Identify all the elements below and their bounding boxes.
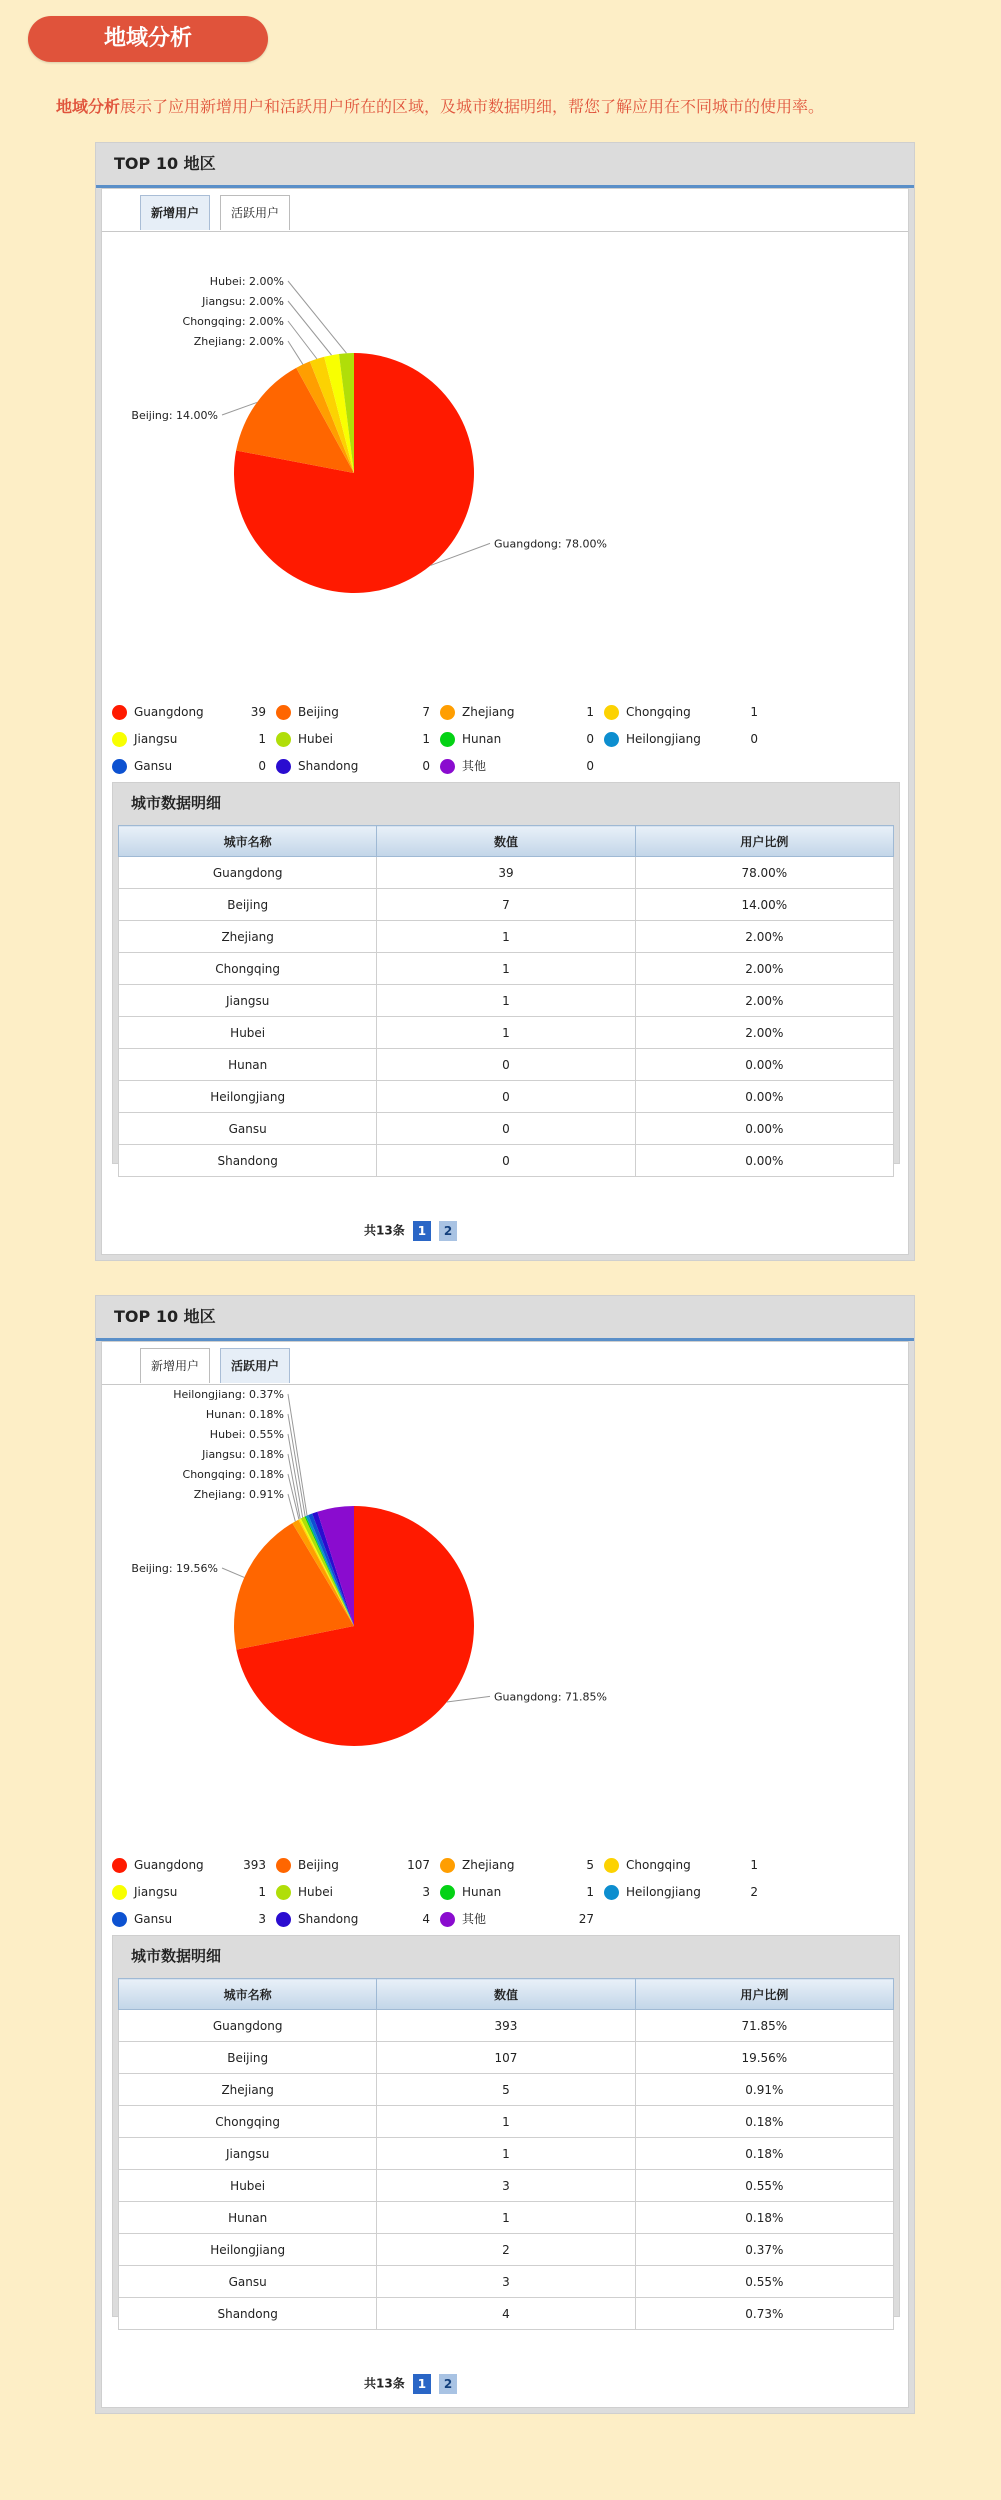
col-header-value: 数值	[377, 1979, 635, 2010]
legend-value: 3	[258, 1912, 266, 1926]
city-data-table	[118, 1978, 894, 2330]
cell-ratio: 0.18%	[635, 2202, 893, 2234]
legend-marker-icon	[440, 1912, 455, 1927]
panel-title: TOP 10 地区	[96, 143, 914, 188]
legend-item[interactable]	[440, 756, 600, 776]
cell-ratio: 0.00%	[635, 1049, 893, 1081]
table-row	[119, 857, 894, 889]
legend-marker-icon	[604, 1858, 619, 1873]
legend-value: 4	[422, 1912, 430, 1926]
cell-value: 5	[377, 2074, 635, 2106]
legend-value: 2	[750, 1885, 758, 1899]
pie-label: Zhejiang: 0.91%	[193, 1488, 284, 1501]
cell-ratio: 0.55%	[635, 2170, 893, 2202]
cell-value: 1	[377, 2202, 635, 2234]
cell-value: 3	[377, 2266, 635, 2298]
legend-item[interactable]	[276, 1882, 436, 1902]
legend-value: 3	[422, 1885, 430, 1899]
legend-item[interactable]	[276, 1909, 436, 1929]
legend-marker-icon	[276, 759, 291, 774]
legend-value: 0	[422, 759, 430, 773]
pie-label-leader	[288, 301, 332, 355]
pie-label-leader	[447, 1696, 490, 1702]
table-row	[119, 2042, 894, 2074]
cell-value: 393	[377, 2010, 635, 2042]
tab-active-users[interactable]: 活跃用户	[220, 195, 290, 230]
pie-label: Hubei: 2.00%	[209, 275, 284, 288]
legend-value: 1	[258, 1885, 266, 1899]
cell-city: Heilongjiang	[119, 1081, 377, 1113]
cell-ratio: 0.91%	[635, 2074, 893, 2106]
pie-label: Hubei: 0.55%	[209, 1428, 284, 1441]
legend-marker-icon	[112, 1912, 127, 1927]
pie-label-leader	[222, 1568, 244, 1577]
pagination-total: 共13条	[364, 1223, 405, 1238]
legend-marker-icon	[112, 759, 127, 774]
legend-marker-icon	[440, 1885, 455, 1900]
pagination	[364, 1219, 457, 1241]
legend-marker-icon	[112, 1885, 127, 1900]
legend-name: Hunan	[462, 732, 502, 746]
table-row	[119, 985, 894, 1017]
cell-city: Jiangsu	[119, 985, 377, 1017]
tab-bar	[102, 1342, 908, 1385]
legend-name: Jiangsu	[134, 732, 178, 746]
legend-item[interactable]	[276, 702, 436, 722]
cell-ratio: 2.00%	[635, 985, 893, 1017]
legend-item[interactable]	[112, 1882, 272, 1902]
legend-name: Hunan	[462, 1885, 502, 1899]
cell-ratio: 0.55%	[635, 2266, 893, 2298]
legend-value: 5	[586, 1858, 594, 1872]
tab-new-users[interactable]: 新增用户	[140, 195, 210, 230]
cell-ratio: 0.00%	[635, 1113, 893, 1145]
legend-name: Shandong	[298, 759, 359, 773]
legend-name: Beijing	[298, 705, 339, 719]
legend-name: Guangdong	[134, 705, 204, 719]
table-row	[119, 1017, 894, 1049]
cell-city: Beijing	[119, 889, 377, 921]
legend-name: Beijing	[298, 1858, 339, 1872]
panel-body	[101, 1341, 909, 2408]
legend-value: 1	[422, 732, 430, 746]
legend-marker-icon	[604, 705, 619, 720]
cell-city: Shandong	[119, 2298, 377, 2330]
city-detail-section	[112, 782, 900, 1168]
legend-marker-icon	[276, 1885, 291, 1900]
intro-text	[56, 94, 956, 117]
cell-city: Gansu	[119, 1113, 377, 1145]
cell-city: Hunan	[119, 2202, 377, 2234]
pie-label-leader	[288, 281, 346, 353]
cell-city: Hubei	[119, 1017, 377, 1049]
pie-label-leader	[288, 1394, 307, 1516]
legend-value: 1	[750, 705, 758, 719]
table-row	[119, 953, 894, 985]
cell-ratio: 71.85%	[635, 2010, 893, 2042]
pie-label: Hunan: 0.18%	[205, 1408, 284, 1421]
table-row	[119, 1145, 894, 1177]
cell-ratio: 0.00%	[635, 1081, 893, 1113]
legend-marker-icon	[440, 759, 455, 774]
cell-city: Shandong	[119, 1145, 377, 1177]
legend-item[interactable]	[604, 1882, 764, 1902]
legend-value: 0	[586, 759, 594, 773]
cell-value: 1	[377, 2138, 635, 2170]
pie-label: Beijing: 19.56%	[131, 1562, 218, 1575]
cell-value: 4	[377, 2298, 635, 2330]
page-button-1[interactable]: 1	[413, 2374, 431, 2394]
legend-name: Shandong	[298, 1912, 359, 1926]
pie-label: Heilongjiang: 0.37%	[173, 1388, 284, 1401]
legend-name: Hubei	[298, 1885, 333, 1899]
pie-label-leader	[288, 321, 317, 359]
cell-ratio: 14.00%	[635, 889, 893, 921]
legend-marker-icon	[604, 1885, 619, 1900]
tab-bar	[102, 189, 908, 232]
legend-name: Chongqing	[626, 1858, 691, 1872]
legend-value: 107	[407, 1858, 430, 1872]
cell-ratio: 0.18%	[635, 2106, 893, 2138]
table-row	[119, 1113, 894, 1145]
legend-marker-icon	[440, 705, 455, 720]
cell-value: 3	[377, 2170, 635, 2202]
pie-label: Guangdong: 78.00%	[494, 537, 608, 551]
legend-value: 27	[578, 1912, 594, 1926]
tab-active-users[interactable]: 活跃用户	[220, 1348, 290, 1383]
pie-chart	[102, 231, 908, 701]
page-title: 地域分析	[28, 16, 268, 62]
top10-panel-active-users	[95, 1295, 915, 2414]
legend-item[interactable]	[440, 702, 600, 722]
table-row	[119, 2234, 894, 2266]
cell-city: Gansu	[119, 2266, 377, 2298]
legend-name: Gansu	[134, 759, 173, 773]
detail-title: 城市数据明细	[131, 794, 222, 812]
table-row	[119, 2170, 894, 2202]
cell-city: Chongqing	[119, 953, 377, 985]
table-row	[119, 2010, 894, 2042]
legend-value: 7	[422, 705, 430, 719]
cell-value: 7	[377, 889, 635, 921]
cell-city: Chongqing	[119, 2106, 377, 2138]
table-row	[119, 2202, 894, 2234]
table-row	[119, 2138, 894, 2170]
cell-ratio: 78.00%	[635, 857, 893, 889]
panel-title: TOP 10 地区	[96, 1296, 914, 1341]
pie-label-leader	[288, 341, 303, 364]
legend-marker-icon	[112, 732, 127, 747]
city-data-table	[118, 825, 894, 1177]
legend-item[interactable]	[112, 1855, 272, 1875]
col-header-city: 城市名称	[119, 1979, 377, 2010]
cell-value: 39	[377, 857, 635, 889]
col-header-city: 城市名称	[119, 826, 377, 857]
detail-title: 城市数据明细	[131, 1947, 222, 1965]
legend-item[interactable]	[604, 1855, 764, 1875]
legend-marker-icon	[604, 732, 619, 747]
col-header-ratio: 用户比例	[635, 826, 893, 857]
cell-city: Hubei	[119, 2170, 377, 2202]
cell-ratio: 19.56%	[635, 2042, 893, 2074]
legend-value: 0	[258, 759, 266, 773]
legend-name: Jiangsu	[134, 1885, 178, 1899]
pagination-total: 共13条	[364, 2376, 405, 2391]
cell-value: 1	[377, 1017, 635, 1049]
legend-marker-icon	[440, 732, 455, 747]
cell-city: Hunan	[119, 1049, 377, 1081]
legend-name: Zhejiang	[462, 1858, 515, 1872]
legend-name: Guangdong	[134, 1858, 204, 1872]
cell-value: 1	[377, 953, 635, 985]
panel-body	[101, 188, 909, 1255]
legend-name: Gansu	[134, 1912, 173, 1926]
pie-label: Jiangsu: 2.00%	[202, 295, 284, 308]
legend-name: Chongqing	[626, 705, 691, 719]
legend-value: 0	[586, 732, 594, 746]
cell-city: Guangdong	[119, 2010, 377, 2042]
cell-city: Guangdong	[119, 857, 377, 889]
pie-label: Beijing: 14.00%	[131, 409, 218, 422]
table-row	[119, 2106, 894, 2138]
legend-item[interactable]	[276, 756, 436, 776]
legend-value: 393	[243, 1858, 266, 1872]
legend-name: Heilongjiang	[626, 732, 701, 746]
legend-item[interactable]	[440, 1855, 600, 1875]
pie-chart	[102, 1384, 908, 1854]
legend-item[interactable]	[112, 1909, 272, 1929]
cell-value: 107	[377, 2042, 635, 2074]
legend-marker-icon	[112, 1858, 127, 1873]
legend-marker-icon	[112, 705, 127, 720]
legend-name: 其他	[462, 759, 487, 773]
legend-marker-icon	[276, 1912, 291, 1927]
legend-item[interactable]	[440, 1882, 600, 1902]
pie-label: Chongqing: 0.18%	[182, 1468, 284, 1481]
cell-value: 1	[377, 2106, 635, 2138]
cell-city: Zhejiang	[119, 2074, 377, 2106]
legend-name: Hubei	[298, 732, 333, 746]
legend-item[interactable]	[112, 729, 272, 749]
cell-ratio: 2.00%	[635, 921, 893, 953]
legend-marker-icon	[276, 705, 291, 720]
top10-panel-new-users	[95, 142, 915, 1261]
legend-item[interactable]	[276, 1855, 436, 1875]
intro-highlight: 地域分析	[56, 97, 121, 116]
col-header-value: 数值	[377, 826, 635, 857]
legend-item[interactable]	[112, 756, 272, 776]
legend-value: 1	[586, 705, 594, 719]
table-row	[119, 921, 894, 953]
legend-item[interactable]	[276, 729, 436, 749]
cell-value: 0	[377, 1113, 635, 1145]
cell-value: 0	[377, 1081, 635, 1113]
legend-value: 1	[258, 732, 266, 746]
legend-item[interactable]	[604, 702, 764, 722]
legend-item[interactable]	[440, 729, 600, 749]
cell-ratio: 0.00%	[635, 1145, 893, 1177]
cell-ratio: 2.00%	[635, 1017, 893, 1049]
cell-ratio: 0.18%	[635, 2138, 893, 2170]
legend-value: 1	[750, 1858, 758, 1872]
cell-value: 0	[377, 1049, 635, 1081]
page-button-2[interactable]: 2	[439, 1221, 457, 1241]
legend-marker-icon	[440, 1858, 455, 1873]
table-row	[119, 2074, 894, 2106]
page-button-2[interactable]: 2	[439, 2374, 457, 2394]
cell-value: 0	[377, 1145, 635, 1177]
pie-label: Guangdong: 71.85%	[494, 1690, 608, 1704]
intro-description: 展示了应用新增用户和活跃用户所在的区域，及城市数据明细，帮您了解应用在不同城市的使用率。	[120, 97, 825, 116]
pie-label: Jiangsu: 0.18%	[202, 1448, 284, 1461]
legend-value: 39	[250, 705, 266, 719]
pie-label: Chongqing: 2.00%	[182, 315, 284, 328]
pagination	[364, 2372, 457, 2394]
table-row	[119, 889, 894, 921]
cell-value: 1	[377, 985, 635, 1017]
legend-value: 0	[750, 732, 758, 746]
cell-value: 2	[377, 2234, 635, 2266]
legend-marker-icon	[276, 1858, 291, 1873]
table-row	[119, 1081, 894, 1113]
table-row	[119, 2266, 894, 2298]
city-detail-section	[112, 1935, 900, 2321]
cell-ratio: 2.00%	[635, 953, 893, 985]
legend-item[interactable]	[604, 729, 764, 749]
legend-marker-icon	[276, 732, 291, 747]
legend-name: Zhejiang	[462, 705, 515, 719]
cell-city: Beijing	[119, 2042, 377, 2074]
legend-name: Heilongjiang	[626, 1885, 701, 1899]
table-row	[119, 2298, 894, 2330]
cell-city: Zhejiang	[119, 921, 377, 953]
cell-city: Jiangsu	[119, 2138, 377, 2170]
cell-value: 1	[377, 921, 635, 953]
tab-new-users[interactable]: 新增用户	[140, 1348, 210, 1383]
legend-item[interactable]	[440, 1909, 600, 1929]
pie-label-leader	[288, 1454, 300, 1519]
legend-item[interactable]	[112, 702, 272, 722]
cell-ratio: 0.37%	[635, 2234, 893, 2266]
cell-city: Heilongjiang	[119, 2234, 377, 2266]
col-header-ratio: 用户比例	[635, 1979, 893, 2010]
legend-value: 1	[586, 1885, 594, 1899]
page-button-1[interactable]: 1	[413, 1221, 431, 1241]
cell-ratio: 0.73%	[635, 2298, 893, 2330]
table-row	[119, 1049, 894, 1081]
pie-label: Zhejiang: 2.00%	[193, 335, 284, 348]
legend-name: 其他	[462, 1912, 487, 1926]
